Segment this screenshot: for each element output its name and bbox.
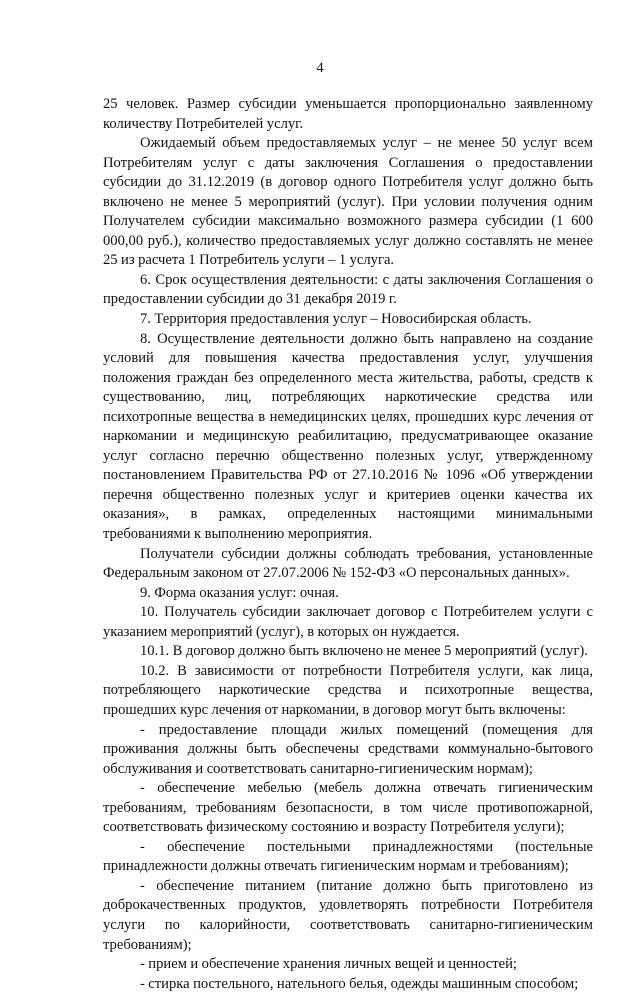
paragraph-item-10-2: 10.2. В зависимости от потребности Потребителя услуги, как лица, потребляющего наркотические средства и психотропные вещества, прошедших курс лечения от наркомании, в договор могут быть включены: [103,662,593,718]
list-item-furniture: - обеспечение мебелью (мебель должна отвечать гигиеническим требованиям, требованиям безопасности, в том числе противопожарной, соответствовать физическому состоянию и возрасту Потребителя услуги); [103,780,593,836]
paragraph-item-10-1: 10.1. В договор должно быть включено не менее 5 мероприятий (услуг). [140,643,588,660]
list-item-laundry: - стирка постельного, нательного белья, одежды машинным способом; [140,975,579,992]
paragraph-continuation: 25 человек. Размер субсидии уменьшается пропорционально заявленному количеству Потребителей услуг. [103,96,593,132]
list-item-bedding: - обеспечение постельными принадлежностями (постельные принадлежности должны отвечать гигиеническим нормам и требованиям); [103,838,593,875]
list-item-food: - обеспечение питанием (питание должно быть приготовлено из доброкачественных продуктов, удовлетворять потребности Потребителя услуги по калорийности, соответствовать санитарно-гигиеническим требованиям); [103,877,593,953]
document-body [103,95,593,994]
paragraph-item-9: 9. Форма оказания услуг: очная. [140,584,339,601]
page-number: 4 [316,60,324,76]
paragraph-item-7: 7. Территория предоставления услуг – Новосибирская область. [140,311,532,328]
list-item-housing: - предоставление площади жилых помещений (помещения для проживания должны быть обеспечены средствами коммунально-бытового обслуживания и соответствовать санитарно-гигиеническим нормам); [103,721,593,777]
paragraph-item-10: 10. Получатель субсидии заключает договор с Потребителем услуги с указанием мероприятий (услуг), в которых он нуждается. [103,604,593,640]
paragraph-personal-data: Получатели субсидии должны соблюдать требования, установленные Федеральным законом от 27.07.2006 № 152-ФЗ «О персональных данных». [103,545,593,582]
paragraph-expected-volume: Ожидаемый объем предоставляемых услуг – не менее 50 услуг всем Потребителям услуг с даты заключения Соглашения о предоставлении субсидии до 31.12.2019 (в договор одного Потребителя услуг должно быть включено не менее 5 мероприятий (услуг). При условии получения одним Получателем субсидии максимально возможного размера субсидии (1 600 000,00 руб.), количество предоставляемых услуг должно составлять не менее 25 из расчета 1 Потребитель услуги – 1 услуга. [103,135,593,269]
paragraph-item-8: 8. Осуществление деятельности должно быть направлено на создание условий для повышения качества предоставления услуг, улучшения положения граждан без определенного места жительства, работы, средств к существованию, лиц, потребляющих наркотические средства или психотропные вещества в немедицинских целях, прошедших курс лечения от наркомании и медицинскую реабилитацию, предусматривающее оказание услуг согласно перечню общественно полезных услуг, утвержденному постановлением Правительства РФ от 27.10.2016 № 1096 «Об утверждении перечня общественно полезных услуг и критериев оценки качества их оказания», в рамках, определенных настоящими минимальными требованиями к выполнению мероприятия. [103,330,593,543]
list-item-storage: - прием и обеспечение хранения личных вещей и ценностей; [140,956,517,973]
paragraph-item-6: 6. Срок осуществления деятельности: с даты заключения Соглашения о предоставлении субсидии до 31 декабря 2019 г. [103,271,593,308]
